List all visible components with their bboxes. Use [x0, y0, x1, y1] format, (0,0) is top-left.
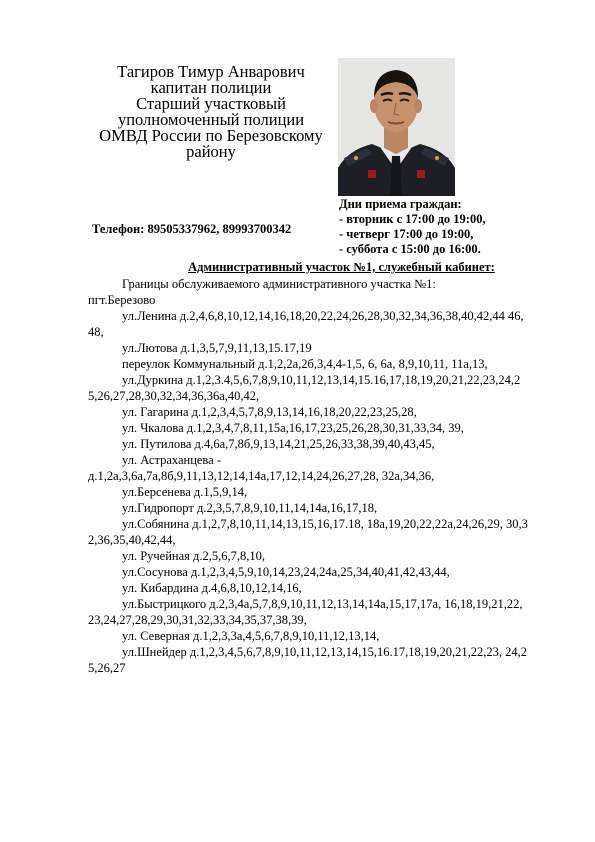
street-entry: ул. Астраханцева -	[122, 453, 221, 467]
street-entry: ул. Северная д.1,2,3,3а,4,5,6,7,8,9,10,11,12,13,14,	[122, 629, 380, 643]
street-entry: ул. Путилова д.4,6а,7,8б,9,13,14,21,25,26,33,38,39,40,43,45,	[122, 437, 435, 451]
street-entry: переулок Коммунальный д.1,2,2а,2б,3,4,4-1,5, 6, 6а, 8,9,10,11, 11а,13,	[122, 357, 488, 371]
district-settlement: пгт.Березово	[88, 293, 156, 307]
street-entry: ул. Гагарина д.1,2,3,4,5,7,8,9,13,14,16,18,20,22,23,25,28,	[122, 405, 417, 419]
reception-hours	[339, 197, 486, 257]
officer-position-line2: уполномоченный полиции	[117, 110, 305, 129]
officer-position-line1: Старший участковый	[136, 94, 286, 113]
district-title	[0, 260, 595, 275]
street-entry: ул.Собянина д.1,2,7,8,10,11,14,13,15,16,17.18, 18а,19,20,22,22а,24,26,29, 30,32,36,35,40,42,44,	[88, 517, 528, 547]
reception-day: - суббота с 15:00 до 16:00.	[339, 242, 481, 256]
street-entry: ул.Берсенева д.1,5,9,14,	[122, 485, 248, 499]
street-entry: ул.Быстрицкого д.2,3,4а,5,7,8,9,10,11,12,13,14,14а,15,17,17а, 16,18,19,21,22,23,24,27,28,29,30,31,32,33,34,35,37,38,39,	[88, 597, 523, 627]
street-entry: ул.Шнейдер д.1,2,3,4,5,6,7,8,9,10,11,12,13,14,15,16.17,18,19,20,21,22,23, 24,25,26,27	[88, 645, 528, 675]
street-entry: ул. Кибардина д.4,6,8,10,12,14,16,	[122, 581, 302, 595]
officer-photo	[338, 58, 455, 196]
district-boundaries	[88, 276, 528, 676]
officer-position-line4: району	[186, 142, 236, 161]
street-entry: ул.Ленина д.2,4,6,8,10,12,14,16,18,20,22,24,26,28,30,32,34,36,38,40,42,44 46,48,	[88, 309, 524, 339]
district-title-text: Административный участок №1, служебный кабинет:	[188, 260, 495, 274]
reception-title: Дни приема граждан:	[339, 197, 462, 211]
street-entry: ул.Гидропорт д.2,3,5,7,8,9,10,11,14,14а,16,17,18,	[122, 501, 378, 515]
street-entry: ул.Сосунова д.1,2,3,4,5,9,10,14,23,24,24а,25,34,40,41,42,43,44,	[122, 565, 450, 579]
street-entry: ул.Дуркина д.1,2,3.4,5,6,7,8,9,10,11,12,13,14,15.16,17,18,19,20,21,22,23,24,25,26,27,28,30,32,34,36,36а,40,42,	[88, 373, 521, 403]
reception-day: - четверг 17:00 до 19:00,	[339, 227, 474, 241]
street-entry: ул. Ручейная д.2,5,6,7,8,10,	[122, 549, 266, 563]
street-entry: ул. Чкалова д.1,2,3,4,7,8,11,15а,16,17,23,25,26,28,30,31,33,34, 39,	[122, 421, 464, 435]
street-entry: ул.Лютова д.1,3,5,7,9,11,13,15.17,19	[122, 341, 312, 355]
officer-position-line3: ОМВД России по Березовскому	[99, 126, 323, 145]
street-entry: д.1,2а,3,6а,7а,8б,9,11,13,12,14,14а,17,12,14,24,26,27,28, 32а,34,36,	[88, 469, 435, 483]
officer-name: Тагиров Тимур Анварович	[117, 62, 305, 81]
officer-portrait-image	[338, 58, 455, 196]
officer-rank: капитан полиции	[150, 78, 272, 97]
officer-info	[80, 64, 342, 160]
district-intro: Границы обслуживаемого административного участка №1:	[122, 277, 436, 291]
reception-day: - вторник с 17:00 до 19:00,	[339, 212, 486, 226]
phone-numbers: Телефон: 89505337962, 89993700342	[92, 222, 292, 236]
